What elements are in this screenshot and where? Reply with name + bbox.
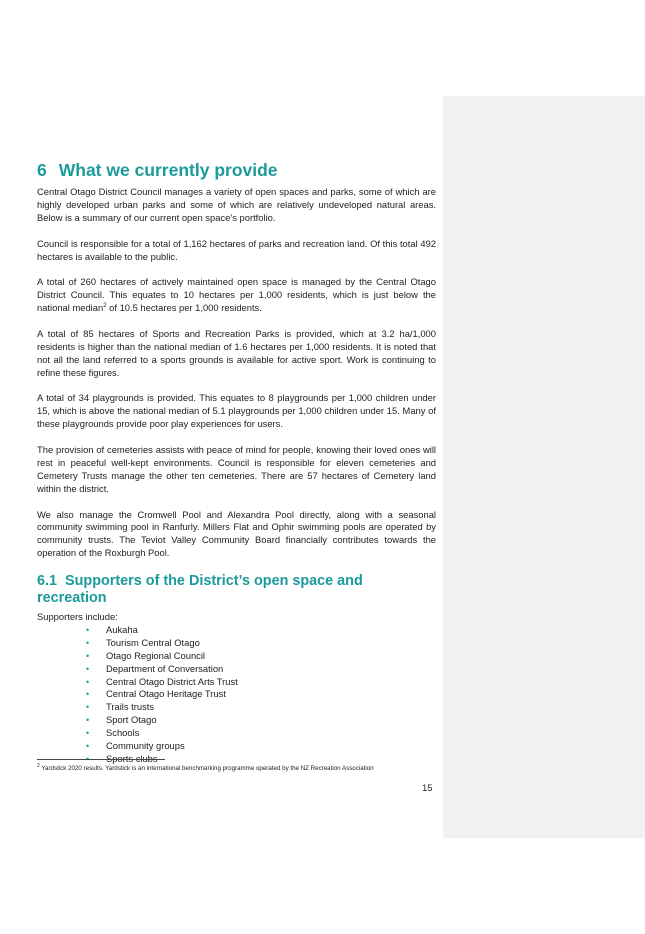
list-item-label: Community groups [106,740,185,751]
section-6-1-heading [37,573,436,607]
paragraph: The provision of cemeteries assists with peace of mind for people, knowing their loved ones will rest in peaceful well-kept environments. Council is responsible for eleven cemeteries and Cemetery Trusts manage the other ten cemeteries. There are 57 hectares of Cemetery land within the district. [37,444,436,494]
bullet-icon: • [86,676,90,687]
list-item [86,650,436,663]
footnote-separator [37,759,165,760]
list-item [86,637,436,650]
paragraph: Council is responsible for a total of 1,162 hectares of parks and recreation land. Of this total 492 hectares is available to the public. [37,237,436,262]
section-title: Supporters of the District’s open space and recreation [37,573,363,607]
paragraph: Central Otago District Council manages a variety of open spaces and parks, some of which are highly developed urban parks and some of which are relatively undeveloped natural areas. Below is a summary of our current open space’s portfolio. [37,186,436,223]
paragraph-text: A total of 260 hectares of actively maintained open space is managed by the Central Otago District Council. This equates to 10 hectares per 1,000 residents, which is just below the national median [37,276,436,314]
list-item-label: Aukaha [106,623,138,635]
comment-pane [443,96,645,838]
section-6-heading [37,160,436,180]
bullet-icon: • [86,689,90,700]
list-item [86,676,436,689]
paragraph-text: of 10.5 hectares per 1,000 residents. [106,302,262,314]
bullet-icon: • [86,624,90,635]
bullet-icon: • [86,702,90,713]
bullet-icon: • [86,663,90,674]
footnote-text: Yardstick 2020 results. Yardstick is an international benchmarking programme operated by the NZ Recreation Association [39,765,374,772]
list-item-label: Schools [106,727,140,739]
list-item [86,663,436,676]
bullet-icon: • [86,741,90,751]
paragraph: A total of 34 playgrounds is provided. This equates to 8 playgrounds per 1,000 children under 15, which is above the national median of 5.1 playgrounds per 1,000 children under 15. Many of these playgrounds provide poor play experiences for users. [37,392,436,430]
list-item [86,714,436,727]
paragraph: We also manage the Cromwell Pool and Alexandra Pool directly, along with a seasonal community swimming pool in Ranfurly. Millers Flat and Ophir swimming pools are operated by community trusts. The Teviot Valley Community Board financially contributes towards the operation of the Roxburgh Pool. [37,508,436,559]
section-number: 6 [37,160,47,180]
page-number: 15 [422,782,433,793]
bullet-icon: • [86,637,90,648]
bullet-icon: • [86,650,90,661]
footnote-marker: 2 [37,762,40,769]
bullet-icon: • [86,753,90,764]
list-item [86,740,436,753]
list-item-label: Central Otago District Arts Trust [106,675,238,687]
footnote-reference[interactable]: 2 [103,303,107,309]
list-item [86,727,436,740]
document-body [37,160,436,766]
list-item-label: Department of Conversation [106,662,224,674]
section-number: 6.1 [37,573,58,590]
bullet-icon: • [86,728,90,739]
list-item [86,624,436,637]
list-item [86,688,436,701]
list-item-label: Trails trusts [106,701,155,713]
list-item [86,701,436,714]
section-title: What we currently provide [58,160,278,180]
bullet-icon: • [86,715,90,726]
supporters-intro: Supporters include: [37,611,118,623]
list-item-label: Sports clubs [106,752,158,764]
paragraph: A total of 85 hectares of Sports and Recreation Parks is provided, which at 3.2 ha/1,000 residents is higher than the national median of 1.6 hectares per 1,000 residents. It is noted that not all the land referred to a sports grounds is available for active sport. Work is continuing to refine these figures. [37,327,436,378]
list-item-label: Otago Regional Council [106,649,206,661]
supporters-list [37,624,436,766]
list-item-label: Tourism Central Otago [106,636,200,648]
paragraph [37,276,436,315]
list-item-label: Central Otago Heritage Trust [106,688,226,700]
footnote [37,762,437,773]
list-item-label: Sport Otago [106,714,157,726]
